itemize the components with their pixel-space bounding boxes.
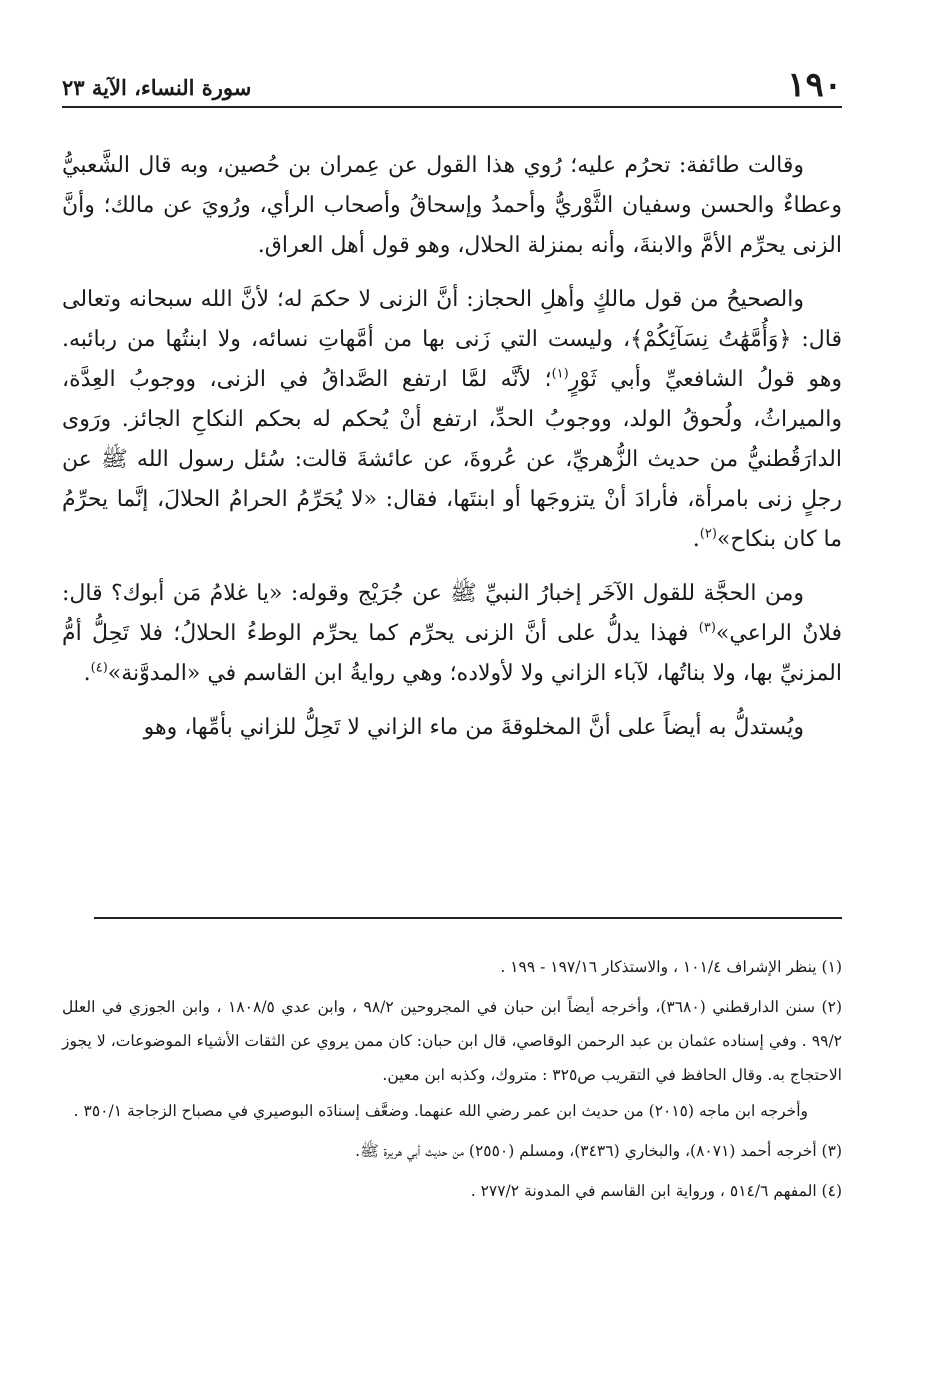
footnote-1: (١) ينظر الإشراف ١٠١/٤ ، والاستذكار ١٩٧/١٦ - ١٩٩ . xyxy=(500,958,842,976)
main-text xyxy=(62,146,842,762)
page-number: ١٩٠ xyxy=(787,65,842,105)
footnotes xyxy=(62,950,842,1214)
footnote-2: (٢) سنن الدارقطني (٣٦٨٠)، وأخرجه أيضاً ابن حبان في المجروحين ٩٨/٢ ، وابن عدي ١٨٠٨/٥ ، وابن الجوزي في العلل ٩٩/٢ . وفي إسناده عثمان بن عبد الرحمن الوقاصي، قال ابن حبان: كان ممن يروي عن الثقات الأشياء الموضوعات، لا يجوز الاحتجاج به. وقال الحافظ في التقريب ص٣٢٥ : متروك، وكذبه ابن معين. xyxy=(62,998,842,1084)
footnote-ref-3[interactable]: (٣) xyxy=(698,620,716,636)
running-head: سورة النساء، الآية ٢٣ xyxy=(62,75,252,100)
paragraph-3 xyxy=(62,574,842,694)
paragraph-2-part-2: ؛ لأنَّه لمَّا ارتفع الصَّداقُ في الزنى، ووجوبُ العِدَّة، والميراثُ، ولُحوقُ الولد، ووجوبُ الحدِّ، ارتفع أنْ يُحكم له بحكم النكاحِ الجائز. ورَوى الدارَقُطنيُّ من حديث الزُّهريِّ، عن عُروةَ، عن عائشةَ قالت: سُئل رسول الله ﷺ عن رجلٍ زنى بامرأة، فأرادَ أنْ يتزوجَها أو ابنتَها، فقال: «لا يُحَرِّمُ الحرامُ الحلالَ، إنَّما يحرِّمُ ما كان بنكاح» xyxy=(62,367,842,552)
paragraph-4: ويُستدلُّ به أيضاً على أنَّ المخلوقةَ من ماء الزاني لا تَحِلُّ للزاني بأمِّها، وهو xyxy=(143,715,804,740)
footnote-4: (٤) المفهم ٥١٤/٦ ، ورواية ابن القاسم في المدونة ٢٧٧/٢ . xyxy=(470,1182,842,1200)
paragraph-3-part-1: ومن الحجَّة للقول الآخَر إخبارُ النبيِّ ﷺ عن جُرَيْج وقوله: «يا غلامُ مَن أبوك؟ قال: فلانٌ الراعي» xyxy=(62,581,842,646)
paragraph-2 xyxy=(62,280,842,560)
paragraph-1: وقالت طائفة: تحرُم عليه؛ رُوي هذا القول عن عِمران بن حُصين، وبه قال الشَّعبيُّ وعطاءٌ والحسن وسفيان الثَّوْريُّ وأحمدُ وإسحاقُ وأصحاب الرأي، ورُويَ عن مالك؛ وأنَّ الزنى يحرِّم الأمَّ والابنةَ، وأنه بمنزلة الحلال، وهو قول أهل العراق. xyxy=(62,153,842,258)
footnote-2-continued: وأخرجه ابن ماجه (٢٠١٥) من حديث ابن عمر رضي الله عنهما. وضعَّف إسنادَه البوصيري في مصباح الزجاجة ٣٥٠/١ . xyxy=(73,1102,808,1120)
footnote-divider xyxy=(94,917,842,919)
footnote-3: (٣) أخرجه أحمد (٨٠٧١)، والبخاري (٣٤٣٦)، ومسلم (٢٥٥٠) من حديث أبي هريرة ﷺ. xyxy=(355,1142,842,1160)
page-header xyxy=(62,64,842,108)
paragraph-2-end: . xyxy=(692,527,700,552)
footnote-ref-4[interactable]: (٤) xyxy=(90,660,108,676)
paragraph-3-part-2: فهذا يدلُّ على أنَّ الزنى يحرِّم كما يحرِّم الوطءُ الحلالُ؛ فلا تَحِلُّ أمُّ المزنيِّ بها، ولا بناتُها، لآباء الزاني ولا لأولاده؛ وهي روايةُ ابن القاسم في «المدوَّنة» xyxy=(62,621,842,686)
paragraph-3-end: . xyxy=(83,661,91,686)
paragraph-2-part-1: والصحيحُ من قول مالكٍ وأهلِ الحجاز: أنَّ الزنى لا حكمَ له؛ لأنَّ الله سبحانه وتعالى قال: ﴿وَأُمَّهَٰتُ نِسَآئِكُمْ﴾، وليست التي زَنى بها من أمَّهاتِ نسائه، ولا ابنتُها من ربائبه. وهو قولُ الشافعيِّ وأبي ثَوْرٍ xyxy=(62,287,842,392)
footnote-ref-1[interactable]: (١) xyxy=(551,366,569,382)
footnote-ref-2[interactable]: (٢) xyxy=(699,526,717,542)
